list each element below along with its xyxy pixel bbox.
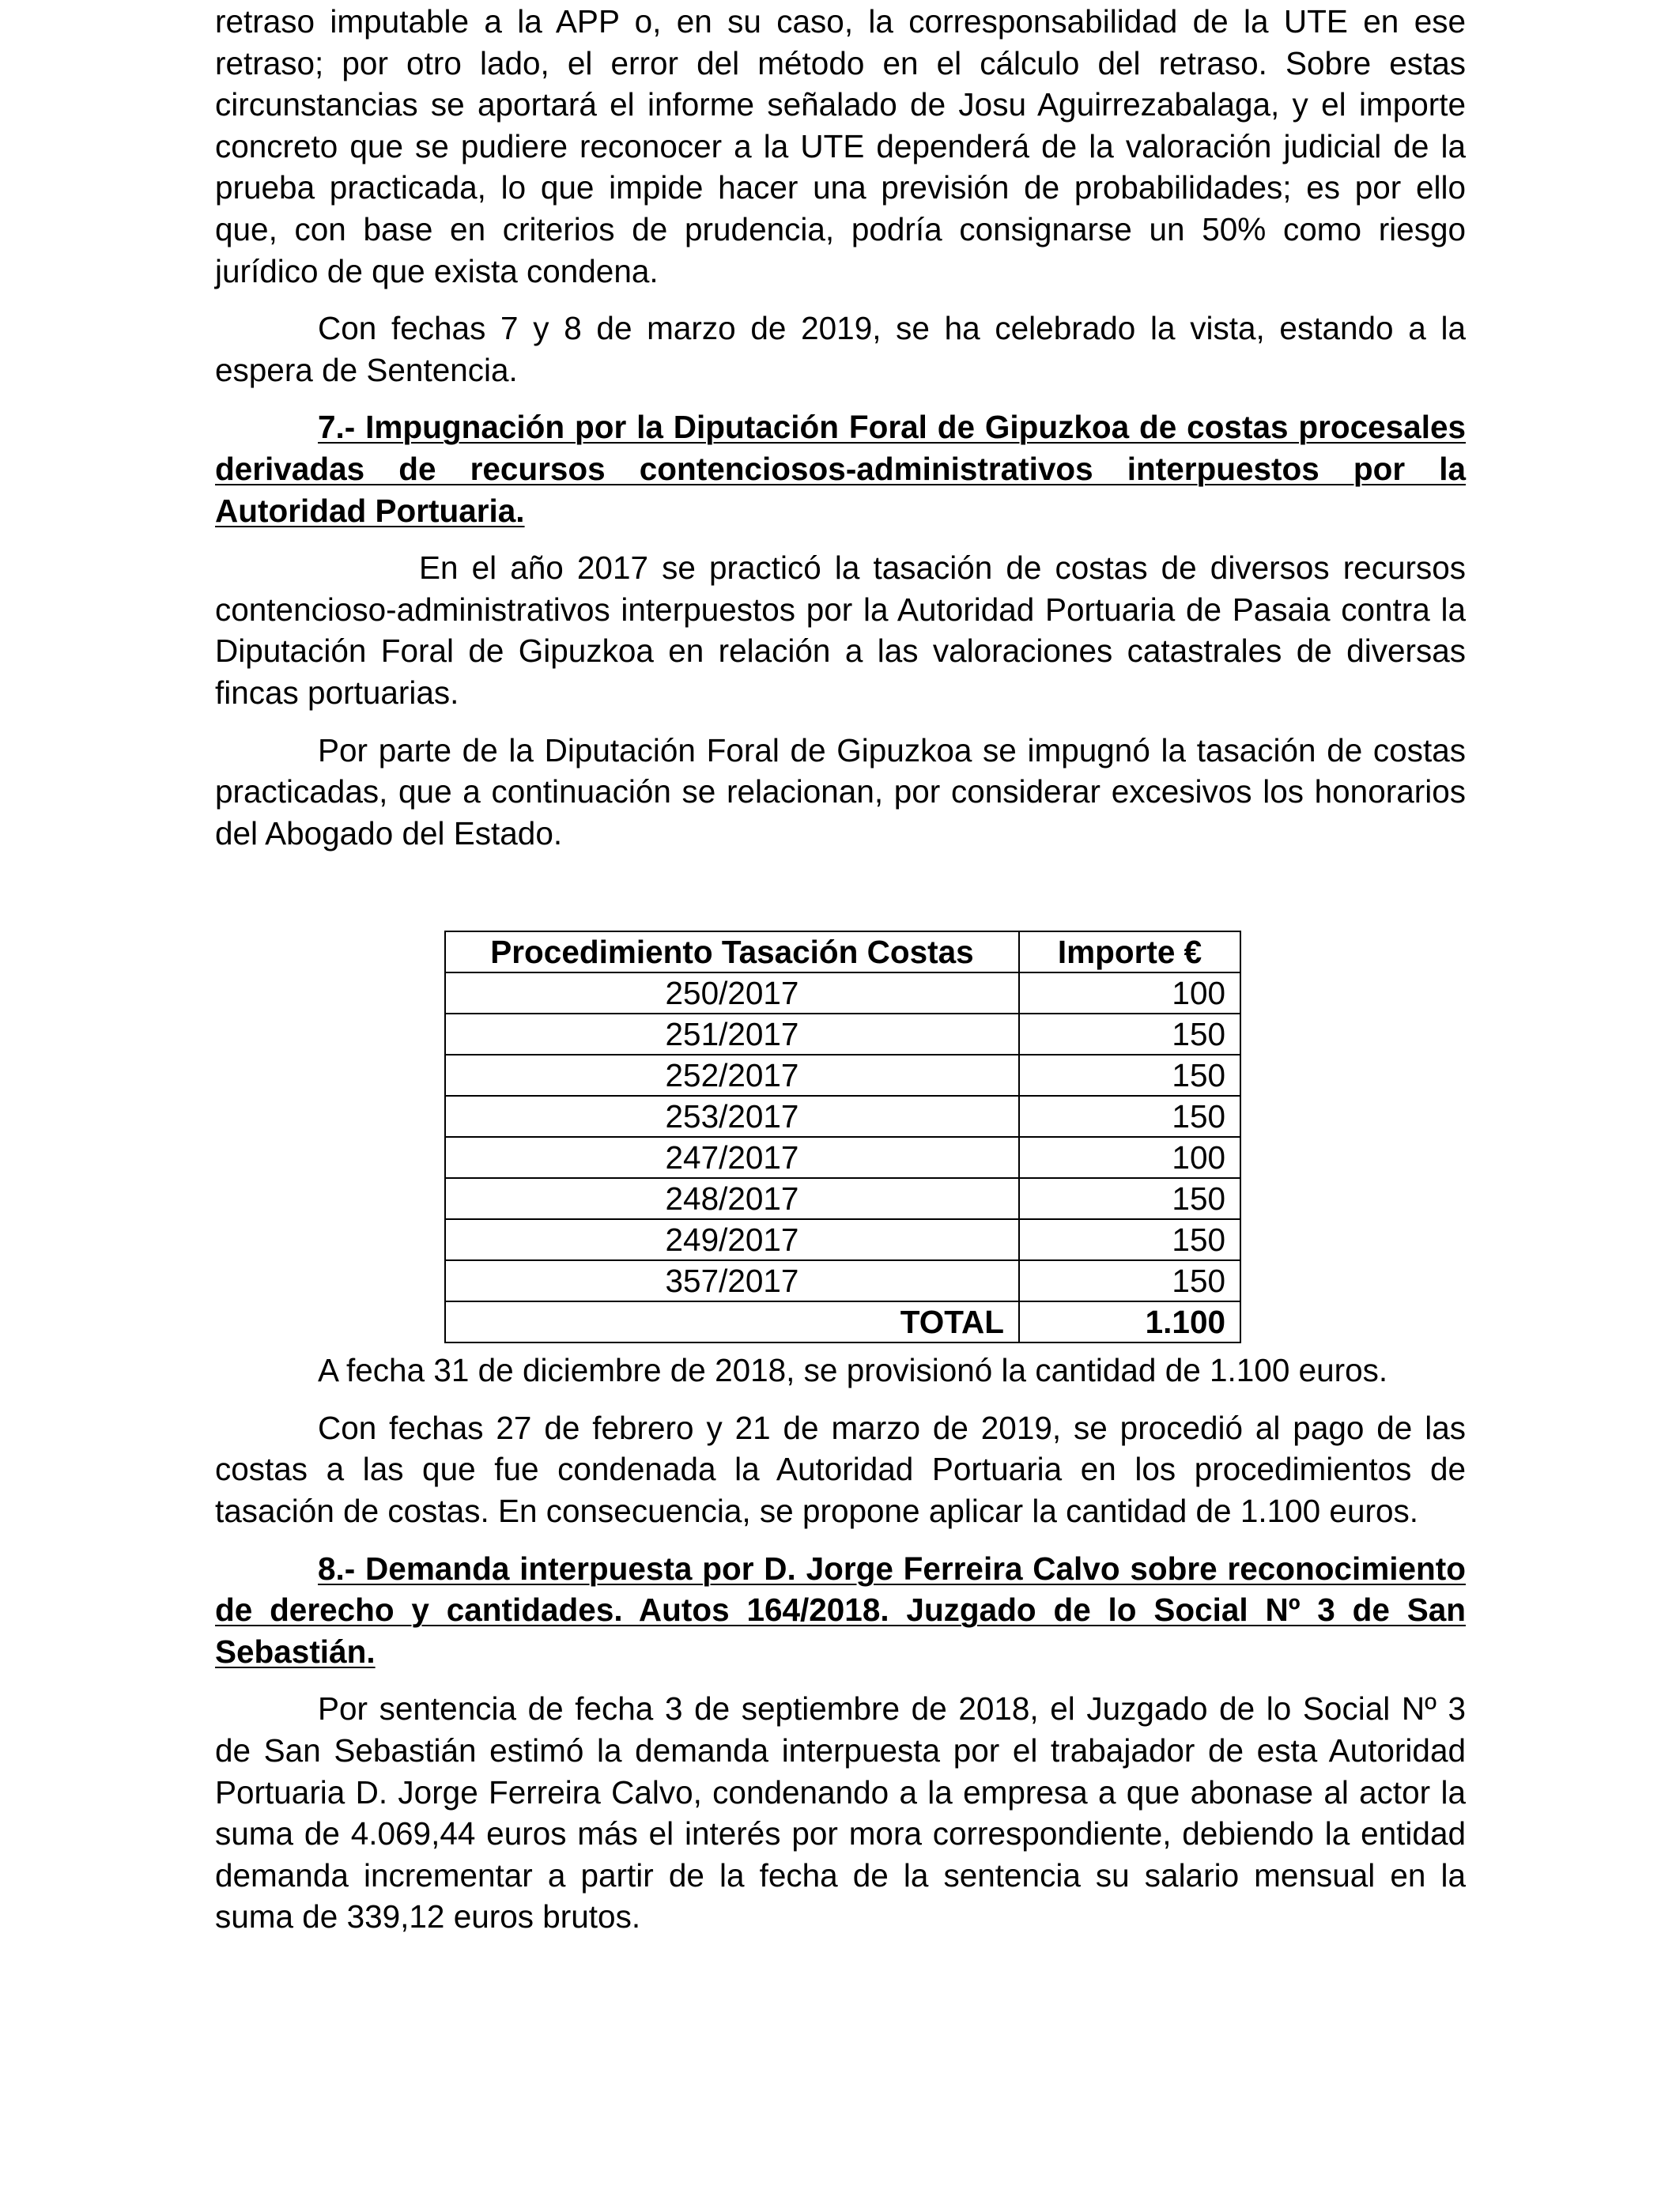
table-row — [445, 1055, 1240, 1096]
paragraph-sentencia: Por sentencia de fecha 3 de septiembre de 2018, el Juzgado de lo Social Nº 3 de San Sebastián estimó la demanda interpuesta por el trabajador de esta Autoridad Portuaria D. Jorge Ferreira Calvo, condenando a la empresa a que abonase al actor la suma de 4.069,44 euros más el interés por mora correspondiente, debiendo la entidad demanda incrementar a partir de la fecha de la sentencia su salario mensual en la suma de 339,12 euros brutos. — [215, 1690, 1466, 1935]
procedimiento-cell: 252/2017 — [445, 1055, 1019, 1096]
importe-cell: 100 — [1019, 1137, 1240, 1178]
importe-cell: 150 — [1019, 1014, 1240, 1055]
table-header-row — [445, 931, 1240, 972]
total-value: 1.100 — [1019, 1301, 1240, 1342]
table-row — [445, 1178, 1240, 1219]
paragraph-pago: Con fechas 27 de febrero y 21 de marzo de 2019, se procedió al pago de las costas a las que fue condenada la Autoridad Portuaria en los procedimientos de tasación de costas. En consecuencia, se propone aplicar la cantidad de 1.100 euros. — [215, 1409, 1466, 1530]
heading-section-8: 8.- Demanda interpuesta por D. Jorge Ferreira Calvo sobre reconocimiento de derecho y cantidades. Autos 164/2018. Juzgado de lo Social Nº 3 de San Sebastián. — [215, 1550, 1466, 1670]
importe-cell: 150 — [1019, 1055, 1240, 1096]
document-page — [215, 0, 1466, 1938]
costas-table — [444, 931, 1241, 1343]
importe-cell: 150 — [1019, 1219, 1240, 1260]
table-row — [445, 1137, 1240, 1178]
procedimiento-cell: 247/2017 — [445, 1137, 1019, 1178]
heading-section-7: 7.- Impugnación por la Diputación Foral de Gipuzkoa de costas procesales derivadas de recursos contenciosos-administrativos interpuestos por la Autoridad Portuaria. — [215, 409, 1466, 529]
table-total-row — [445, 1301, 1240, 1342]
paragraph-impugnacion: Por parte de la Diputación Foral de Gipuzkoa se impugnó la tasación de costas practicadas, que a continuación se relacionan, por considerar excesivos los honorarios del Abogado del Estado. — [215, 731, 1466, 852]
table-row — [445, 1014, 1240, 1055]
importe-cell: 150 — [1019, 1178, 1240, 1219]
importe-cell: 100 — [1019, 972, 1240, 1014]
procedimiento-cell: 253/2017 — [445, 1096, 1019, 1137]
procedimiento-cell: 248/2017 — [445, 1178, 1019, 1219]
paragraph-tasacion: En el año 2017 se practicó la tasación de costas de diversos recursos contencioso-administrativos interpuestos por la Autoridad Portuaria de Pasaia contra la Diputación Foral de Gipuzkoa en relación a las valoraciones catastrales de diversas fincas portuarias. — [215, 549, 1466, 711]
paragraph-retraso: retraso imputable a la APP o, en su caso, la corresponsabilidad de la UTE en ese retraso; por otro lado, el error del método en el cálculo del retraso. Sobre estas circunstancias se aportará el informe señalado de Josu Aguirrezabalaga, y el importe concreto que se pudiere reconocer a la UTE dependerá de la valoración judicial de la prueba practicada, lo que impide hacer una previsión de probabilidades; es por ello que, con base en criterios de prudencia, podría consignarse un 50% como riesgo jurídico de que exista condena. — [215, 3, 1466, 289]
importe-cell: 150 — [1019, 1096, 1240, 1137]
importe-cell: 150 — [1019, 1260, 1240, 1301]
procedimiento-cell: 249/2017 — [445, 1219, 1019, 1260]
header-procedimiento: Procedimiento Tasación Costas — [445, 931, 1019, 972]
table-row — [445, 1260, 1240, 1301]
procedimiento-cell: 250/2017 — [445, 972, 1019, 1014]
paragraph-vista: Con fechas 7 y 8 de marzo de 2019, se ha celebrado la vista, estando a la espera de Sentencia. — [215, 310, 1466, 388]
table-row — [445, 1219, 1240, 1260]
procedimiento-cell: 251/2017 — [445, 1014, 1019, 1055]
procedimiento-cell: 357/2017 — [445, 1260, 1019, 1301]
table-row — [445, 1096, 1240, 1137]
total-label: TOTAL — [445, 1301, 1019, 1342]
paragraph-provision: A fecha 31 de diciembre de 2018, se provisionó la cantidad de 1.100 euros. — [318, 1352, 1388, 1389]
costas-table-wrapper — [444, 931, 1466, 1343]
header-importe: Importe € — [1019, 931, 1240, 972]
table-row — [445, 972, 1240, 1014]
